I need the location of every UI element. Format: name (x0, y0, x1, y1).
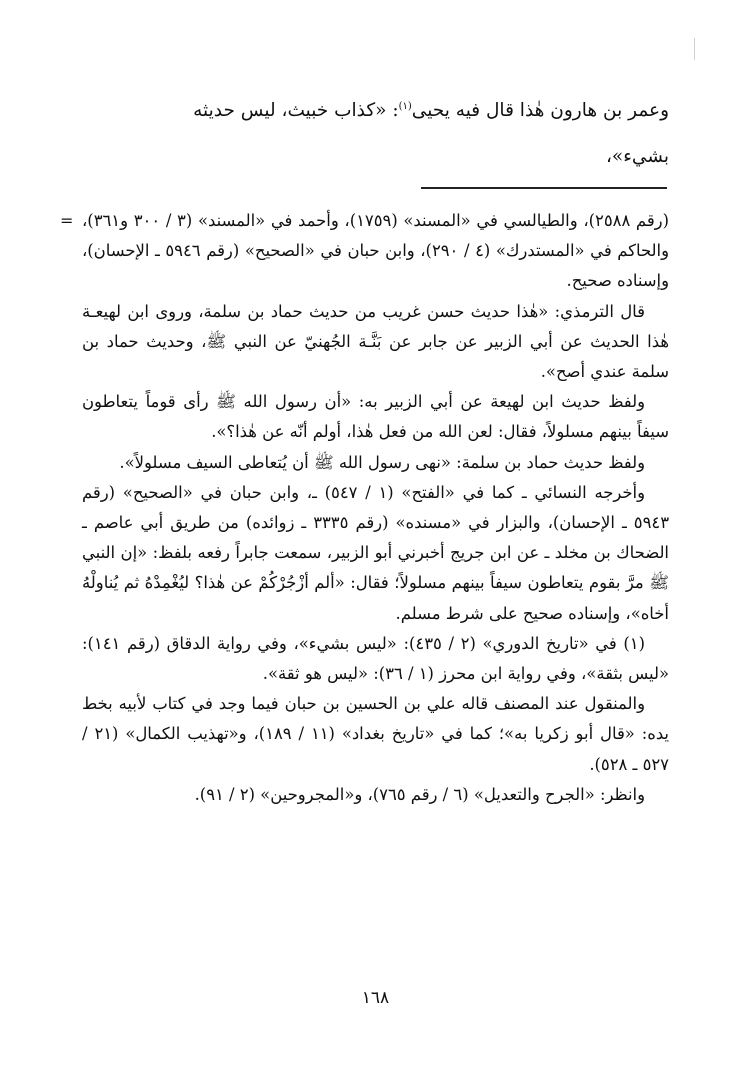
main-text (82, 88, 669, 180)
footnote-paragraph: ولفظ حديث ابن لهيعة عن أبي الزبير به: «أن رسول الله ﷺ رأى قوماً يتعاطون سيفاً بينهم مسلولاً، فقال: لعن الله من فعل هٰذا، أولم أنّه عن هٰذا؟». (82, 392, 669, 442)
footnote-ref: (١) (398, 100, 412, 112)
continuation-mark: = (60, 211, 74, 230)
footnote-1: (١) في «تاريخ الدوري» (٢ / ٤٣٥): «ليس بشيء»، وفي رواية الدقاق (رقم ١٤١): «ليس بثقة»، وفي رواية ابن محرز (١ / ٣٦): «ليس هو ثقة». (82, 633, 669, 684)
main-paragraph (82, 88, 669, 180)
main-text-line1: وعمر بن هارون هٰذا قال فيه يحيى (411, 100, 669, 121)
page-edge-mark (694, 38, 695, 60)
footnote-paragraph: وانظر: «الجرح والتعديل» (٦ / رقم ٧٦٥)، و«المجروحين» (٢ / ٩١). (194, 784, 645, 804)
footnote-text: (رقم ٢٥٨٨)، والطيالسي في «المسند» (١٧٥٩)، وأحمد في «المسند» (٣ / ٣٠٠ و٣٦١)، والحاكم في «المستدرك» (٤ / ٢٩٠)، وابن حبان في «الصحيح» (رقم ٥٩٤٦ ـ الإحسان)، وإسناده صحيح. (82, 211, 670, 291)
main-text-line2: بشيء»، (605, 146, 669, 167)
footnote-paragraph: قال الترمذي: «هٰذا حديث حسن غريب من حديث حماد بن سلمة، وروى ابن لهيعـة هٰذا الحديث عن أبي الزبير عن جابر عن بَنَّـة الجُهنيّ عن النبي ﷺ، وحديث حماد بن سلمة عندي أصح». (82, 301, 669, 382)
footnote-separator (421, 187, 667, 189)
footnote-paragraph: والمنقول عند المصنف قاله علي بن الحسين بن حبان فيما وجد في كتاب لأبيه بخط يده: «قال أبو زكريا به»؛ كما في «تاريخ بغداد» (١١ / ١٨٩)، و«تهذيب الكمال» (٢١ / ٥٢٧ ـ ٥٢٨). (82, 694, 669, 774)
footnote-paragraph: ولفظ حديث حماد بن سلمة: «نهى رسول الله ﷺ أن يُتعاطى السيف مسلولاً». (119, 452, 645, 472)
page-number: ١٦٨ (361, 988, 390, 1008)
main-text-line1b: : «كذاب خبيث، ليس حديثه (193, 100, 399, 121)
footnotes (60, 206, 670, 810)
footnote-continuation (60, 206, 670, 297)
footnote-paragraph: وأخرجه النسائي ـ كما في «الفتح» (١ / ٥٤٧) ـ، وابن حبان في «الصحيح» (رقم ٥٩٤٣ ـ الإحسان)، والبزار في «مسنده» (رقم ٣٣٣٥ ـ زوائده) من طريق أبي عاصم ـ الضحاك بن مخلد ـ عن ابن جريج أخبرني أبو الزبير، سمعت جابراً رفعه بلفظ: «إن النبي ﷺ مرَّ بقوم يتعاطون سيفاً بينهم مسلولاً؛ فقال: «ألم أزْجُرْكُمْ عن هٰذا؟ ليُغْمِدْهُ ثم يُناولْهُ أخاه»، وإسناده صحيح على شرط مسلم. (82, 482, 669, 623)
